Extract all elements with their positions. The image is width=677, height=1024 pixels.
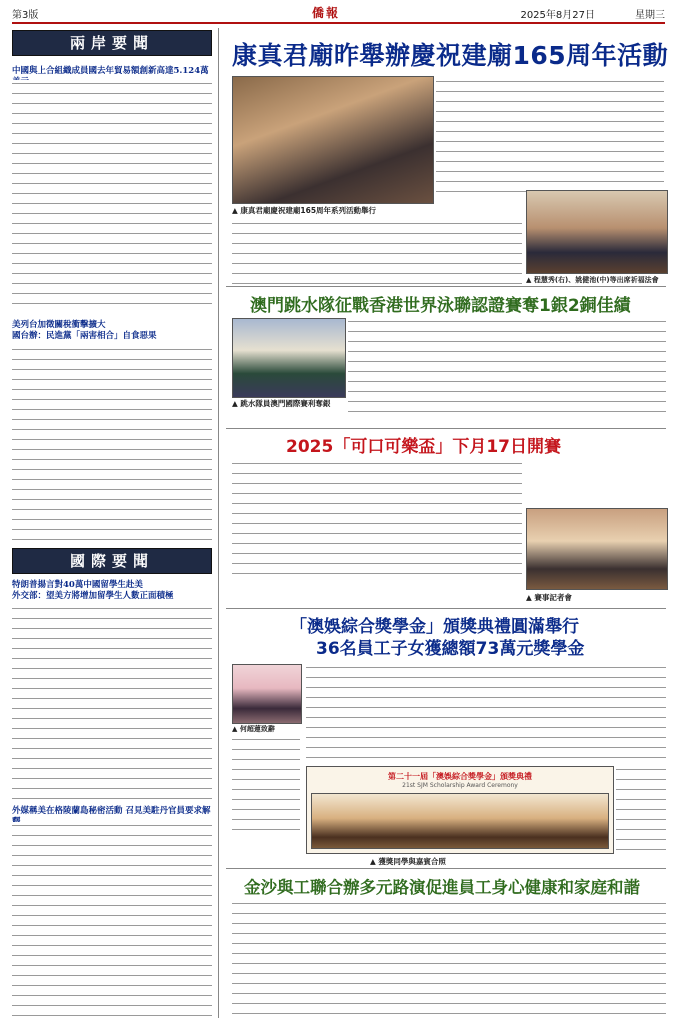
photo-temple-ceremony <box>232 76 434 204</box>
article-temple-body-bottom <box>232 220 522 284</box>
caption-speaker: ▲ 何超蓮致辭 <box>232 725 275 733</box>
photo-group-people <box>311 793 609 849</box>
banner-subtitle: 21st SJM Scholarship Award Ceremony <box>402 782 518 789</box>
article-tariff-subtitle: 國台辦：民進黨「兩害相合」自食惡果 <box>12 331 157 341</box>
article-students-subtitle: 外交部：望美方將增加留學生人數正面積極 <box>12 591 174 601</box>
headline-diving-team: 澳門跳水隊征戰香港世界泳聯認證賽奪1銀2銅佳績 <box>250 296 631 316</box>
photo-speaker <box>232 664 302 724</box>
article-tariff-title: 美列台加徵關稅衝擊擴大 <box>12 320 106 330</box>
section-title-cross-strait: 兩岸要聞 <box>12 30 212 56</box>
header-rule <box>12 22 665 24</box>
masthead: 僑報 <box>312 6 341 20</box>
caption-prayer-ceremony: ▲ 程慧秀(右)、姚健池(中)等出席祈福法會 <box>526 276 659 284</box>
article-tariff-body <box>12 346 212 542</box>
headline-coca-cola-cup: 2025「可口可樂盃」下月17日開賽 <box>286 437 561 457</box>
photo-scholarship-group <box>306 766 614 854</box>
page-number: 第3版 <box>12 10 39 21</box>
divider-4 <box>226 868 666 869</box>
article-students-title: 特朗普揚言對40萬中國留學生赴美 <box>12 580 143 590</box>
caption-temple-ceremony: ▲ 康真君廟慶祝建廟165周年系列活動舉行 <box>232 206 377 215</box>
divider-1 <box>226 286 666 287</box>
article-sco-trade-title: 中國與上合組織成員國去年貿易額創新高達5.124萬 <box>12 66 209 76</box>
article-scholarship-right <box>616 766 666 852</box>
headline-sjm-scholarship: 「澳娛綜合獎學金」頒獎典禮圓滿舉行 <box>290 617 579 637</box>
photo-diving-team <box>232 318 346 398</box>
divider-2 <box>226 428 666 429</box>
article-greenland-body <box>12 822 212 1018</box>
article-diving-body <box>348 318 666 416</box>
article-students-body <box>12 605 212 801</box>
section-international <box>12 548 212 574</box>
article-coca-cola-body <box>232 460 522 578</box>
banner-title: 第二十一屆「澳娛綜合獎學金」頒獎典禮 <box>388 772 532 781</box>
column-divider <box>218 28 219 1018</box>
headline-sjm-scholarship-sub: 36名員工子女獲總額73萬元獎學金 <box>316 639 585 659</box>
section-cross-strait <box>12 30 212 60</box>
section-title-international: 國際要聞 <box>12 548 212 574</box>
article-sands-body <box>232 900 666 1018</box>
article-temple-body-top <box>436 78 664 200</box>
caption-diving-team: ▲ 跳水隊員澳門國際賽利奪銀 <box>232 399 331 408</box>
photo-prayer-ceremony <box>526 190 668 274</box>
caption-scholarship-group: ▲ 獲獎同學與嘉賓合照 <box>370 857 446 866</box>
article-scholarship-left <box>232 736 300 836</box>
page-header <box>12 4 665 20</box>
headline-sands-roadshow: 金沙與工聯合辦多元路演促進員工身心健康和家庭和諧 <box>244 878 640 897</box>
article-greenland-title: 外媒稱美在格陵蘭島秘密活動 召見美駐丹官員要求解 <box>12 806 211 816</box>
weekday: 星期三 <box>635 10 665 21</box>
article-sco-trade-body <box>12 80 212 312</box>
photo-press-conference <box>526 508 668 590</box>
article-scholarship-body <box>306 664 666 762</box>
caption-press-conference: ▲ 賽事記者會 <box>526 593 572 602</box>
issue-date: 2025年8月27日 <box>520 10 595 21</box>
divider-3 <box>226 608 666 609</box>
headline-temple-anniversary: 康真君廟昨舉辦慶祝建廟165周年活動 <box>232 41 669 70</box>
